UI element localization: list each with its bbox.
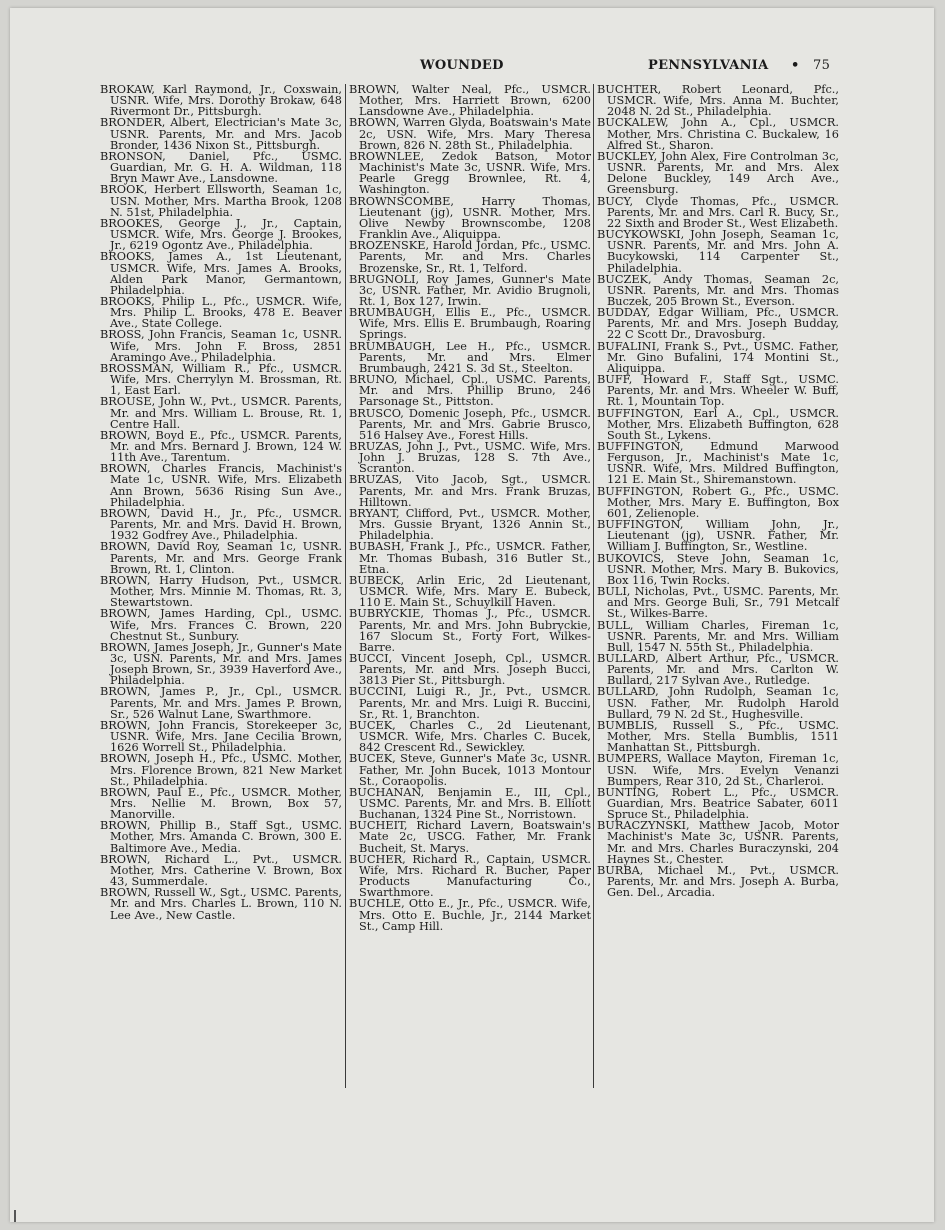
casualty-entry: BROWN, John Francis, Storekeeper 3c, USNR. Wife, Mrs. Jane Cecilia Brown, 1626 Worrell St., Philadelphia. [100, 718, 342, 755]
scan-mark [14, 1210, 16, 1222]
casualty-entry: BROSS, John Francis, Seaman 1c, USNR. Wife, Mrs. John F. Bross, 2851 Aramingo Ave., Philadelphia. [100, 328, 342, 364]
casualty-entry: BUCCI, Vincent Joseph, Cpl., USMCR. Parents, Mr. and Mrs. Joseph Bucci, 3813 Pier St., Pittsburgh. [349, 651, 591, 688]
casualty-entry: BROOKES, George J., Jr., Captain, USMCR. Wife, Mrs. George J. Brookes, Jr., 6219 Ogontz Ave., Philadelphia. [100, 216, 342, 253]
casualty-entry: BROOK, Herbert Ellsworth, Seaman 1c, USN. Mother, Mrs. Martha Brook, 1208 N. 51st, Philadelphia. [100, 183, 342, 219]
casualty-entry: BUCHEIT, Richard Lavern, Boatswain's Mate 2c, USCG. Father, Mr. Frank Bucheit, St. Marys. [349, 819, 591, 855]
casualty-entry: BROOKS, Philip L., Pfc., USMCR. Wife, Mrs. Philip L. Brooks, 478 E. Beaver Ave., State College. [100, 294, 342, 331]
casualty-entry: BUMPERS, Wallace Mayton, Fireman 1c, USN. Wife, Mrs. Evelyn Venanzi Bumpers, Rear 310, 2d St., Charleroi. [597, 752, 839, 788]
casualty-entry: BUCKLEY, John Alex, Fire Controlman 3c, USNR. Parents, Mr. and Mrs. Alex Delone Buckley, 149 Arch Ave., Greensburg. [597, 149, 839, 197]
casualty-entry: BUNTING, Robert L., Pfc., USMCR. Guardian, Mrs. Beatrice Sabater, 6011 Spruce St., Philadelphia. [597, 785, 839, 822]
casualty-entry: BUMBLIS, Russell S., Pfc., USMC. Mother, Mrs. Stella Bumblis, 1511 Manhattan St., Pittsburgh. [597, 718, 839, 755]
casualty-entry: BUCHER, Richard R., Captain, USMCR. Wife, Mrs. Richard R. Bucher, Paper Products Manufacturing Co., Swarthmore. [349, 852, 591, 900]
casualty-entry: BROKAW, Karl Raymond, Jr., Coxswain, USNR. Wife, Mrs. Dorothy Brokaw, 648 Rivermont Dr., Pittsburgh. [100, 83, 342, 119]
header-bullet: • [791, 58, 800, 73]
casualty-entry: BUKOVICS, Steve John, Seaman 1c, USNR. Mother, Mrs. Mary B. Bukovics, Box 116, Twin Rocks. [597, 551, 839, 587]
column-1 [100, 84, 342, 921]
casualty-entry: BULI, Nicholas, Pvt., USMC. Parents, Mr. and Mrs. George Buli, Sr., 791 Metcalf St., Wilkes-Barre. [597, 585, 839, 621]
casualty-entry: BROOKS, James A., 1st Lieutenant, USMCR. Wife, Mrs. James A. Brooks, Alden Park Manor, Germantown, Philadelphia. [100, 250, 342, 297]
casualty-entry: BROWN, Phillip B., Staff Sgt., USMC. Mother, Mrs. Amanda C. Brown, 300 E. Baltimore Ave., Media. [100, 819, 342, 855]
casualty-entry: BROZENSKE, Harold Jordan, Pfc., USMC. Parents, Mr. and Mrs. Charles Brozenske, Sr., Rt. 1, Telford. [349, 239, 591, 275]
column-3 [597, 84, 839, 898]
casualty-entry: BUCYKOWSKI, John Joseph, Seaman 1c, USNR. Parents, Mr. and Mrs. John A. Bucykowski, 114 Carpenter St., Philadelphia. [597, 228, 839, 275]
casualty-entry: BRUMBAUGH, Ellis E., Pfc., USMCR. Wife, Mrs. Ellis E. Brumbaugh, Roaring Springs. [349, 306, 591, 342]
casualty-entry: BUFF, Howard F., Staff Sgt., USMC. Parents, Mr. and Mrs. Wheeler W. Buff, Rt. 1, Mountain Top. [597, 373, 839, 409]
casualty-entry: BUFFINGTON, Robert G., Pfc., USMC. Mother, Mrs. Mary E. Buffington, Box 601, Zelienople. [597, 484, 839, 520]
casualty-entry: BURBA, Michael M., Pvt., USMCR. Parents, Mr. and Mrs. Joseph A. Burba, Gen. Del., Arcadia. [597, 863, 839, 900]
casualty-entry: BROWN, Harry Hudson, Pvt., USMCR. Mother, Mrs. Minnie M. Thomas, Rt. 3, Stewartstown. [100, 573, 342, 610]
casualty-entry: BROWN, David H., Jr., Pfc., USMCR. Parents, Mr. and Mrs. David H. Brown, 1932 Godfrey Ave., Philadelphia. [100, 506, 342, 543]
casualty-entry: BUFALINI, Frank S., Pvt., USMC. Father, Mr. Gino Bufalini, 174 Montini St., Aliquippa. [597, 339, 839, 375]
casualty-entry: BROWN, James P., Jr., Cpl., USMCR. Parents, Mr. and Mrs. James P. Brown, Sr., 526 Walnut Lane, Swarthmore. [100, 685, 342, 721]
casualty-entry: BURACZYNSKI, Matthew Jacob, Motor Machinist's Mate 3c, USNR. Parents, Mr. and Mrs. Charles Buraczynski, 204 Haynes St., Chester. [597, 819, 839, 866]
casualty-entry: BRONDER, Albert, Electrician's Mate 3c, USNR. Parents, Mr. and Mrs. Jacob Bronder, 1436 Nixon St., Pittsburgh. [100, 116, 342, 152]
casualty-entry: BUFFINGTON, William John, Jr., Lieutenant (jg), USNR. Father, Mr. William J. Buffington, Sr., Westline. [597, 518, 839, 554]
casualty-entry: BUCKALEW, John A., Cpl., USMCR. Mother, Mrs. Christina C. Buckalew, 16 Alfred St., Sharon. [597, 116, 839, 152]
section-title: WOUNDED [420, 58, 504, 73]
casualty-entry: BRUMBAUGH, Lee H., Pfc., USMCR. Parents, Mr. and Mrs. Elmer Brumbaugh, 2421 S. 3d St., Steelton. [349, 339, 591, 375]
casualty-entry: BRUZAS, Vito Jacob, Sgt., USMCR. Parents, Mr. and Mrs. Frank Bruzas, Hilltown. [349, 473, 591, 509]
casualty-entry: BUCHANAN, Benjamin E., III, Cpl., USMC. Parents, Mr. and Mrs. B. Elliott Buchanan, 1324 Pine St., Norristown. [349, 785, 591, 822]
casualty-entry: BROWN, Walter Neal, Pfc., USMCR. Mother, Mrs. Harriett Brown, 6200 Lansdowne Ave., Philadelphia. [349, 83, 591, 119]
column-divider-2 [593, 84, 594, 1088]
casualty-entry: BUCHLE, Otto E., Jr., Pfc., USMCR. Wife, Mrs. Otto E. Buchle, Jr., 2144 Market St., Camp Hill. [349, 897, 591, 933]
casualty-entry: BROWN, David Roy, Seaman 1c, USNR. Parents, Mr. and Mrs. George Frank Brown, Rt. 1, Clinton. [100, 540, 342, 576]
casualty-entry: BRONSON, Daniel, Pfc., USMC. Guardian, Mr. G. H. A. Wildman, 118 Bryn Mawr Ave., Lansdowne. [100, 149, 342, 186]
casualty-entry: BRUNO, Michael, Cpl., USMC. Parents, Mr. and Mrs. Phillip Bruno, 246 Parsonage St., Pittston. [349, 373, 591, 409]
casualty-entry: BROWN, Charles Francis, Machinist's Mate 1c, USNR. Wife, Mrs. Elizabeth Ann Brown, 5636 Rising Sun Ave., Philadelphia. [100, 462, 342, 509]
casualty-entry: BULLARD, John Rudolph, Seaman 1c, USN. Father, Mr. Rudolph Harold Bullard, 79 N. 2d St., Hughesville. [597, 685, 839, 721]
casualty-entry: BROWN, Warren Glyda, Boatswain's Mate 2c, USN. Wife, Mrs. Mary Theresa Brown, 826 N. 28th St., Philadelphia. [349, 116, 591, 152]
casualty-entry: BUCHTER, Robert Leonard, Pfc., USMCR. Wife, Mrs. Anna M. Buchter, 2048 N. 2d St., Philadelphia. [597, 83, 839, 119]
casualty-entry: BUCCINI, Luigi R., Jr., Pvt., USMCR. Parents, Mr. and Mrs. Luigi R. Buccini, Sr., Rt. 1, Branchton. [349, 685, 591, 721]
casualty-entry: BUCEK, Charles C., 2d Lieutenant, USMCR. Wife, Mrs. Charles C. Bucek, 842 Crescent Rd., Sewickley. [349, 718, 591, 755]
casualty-entry: BROUSE, John W., Pvt., USMCR. Parents, Mr. and Mrs. William L. Brouse, Rt. 1, Centre Hall. [100, 395, 342, 431]
casualty-entry: BRUZAS, John J., Pvt., USMC. Wife, Mrs. John J. Bruzas, 128 S. 7th Ave., Scranton. [349, 440, 591, 476]
casualty-entry: BROWN, Boyd E., Pfc., USMCR. Parents, Mr. and Mrs. Bernard J. Brown, 124 W. 11th Ave., Tarentum. [100, 428, 342, 465]
casualty-entry: BROWN, Paul E., Pfc., USMCR. Mother, Mrs. Nellie M. Brown, Box 57, Manorville. [100, 785, 342, 822]
casualty-entry: BROSSMAN, William R., Pfc., USMCR. Wife, Mrs. Cherrylyn M. Brossman, Rt. 1, East Earl. [100, 361, 342, 398]
casualty-entry: BROWN, James Joseph, Jr., Gunner's Mate 3c, USN. Parents, Mr. and Mrs. James Joseph Brown, Sr., 3939 Haverford Ave., Philadelphia. [100, 640, 342, 688]
casualty-entry: BUDDAY, Edgar William, Pfc., USMCR. Parents, Mr. and Mrs. Joseph Budday, 22 C Scott Dr., Dravosburg. [597, 306, 839, 342]
casualty-entry: BRUSCO, Domenic Joseph, Pfc., USMCR. Parents, Mr. and Mrs. Gabrie Brusco, 516 Halsey Ave., Forest Hills. [349, 406, 591, 442]
casualty-entry: BUBRYCKIE, Thomas J., Pfc., USMCR. Parents, Mr. and Mrs. John Bubryckie, 167 Slocum St., Forty Fort, Wilkes-Barre. [349, 607, 591, 654]
casualty-entry: BUBASH, Frank J., Pfc., USMCR. Father, Mr. Thomas Bubash, 316 Butler St., Etna. [349, 540, 591, 576]
state-title: PENNSYLVANIA [648, 58, 769, 73]
casualty-entry: BRYANT, Clifford, Pvt., USMCR. Mother, Mrs. Gussie Bryant, 1326 Annin St., Philadelphia. [349, 506, 591, 543]
column-divider-1 [345, 84, 346, 1088]
casualty-entry: BROWN, James Harding, Cpl., USMC. Wife, Mrs. Frances C. Brown, 220 Chestnut St., Sunbury. [100, 607, 342, 643]
casualty-entry: BUFFINGTON, Earl A., Cpl., USMCR. Mother, Mrs. Elizabeth Buffington, 628 South St., Lykens. [597, 406, 839, 442]
casualty-entry: BUCY, Clyde Thomas, Pfc., USMCR. Parents, Mr. and Mrs. Carl R. Bucy, Sr., 22 Sixth and Broder St., West Elizabeth. [597, 194, 839, 230]
casualty-entry: BROWNSCOMBE, Harry Thomas, Lieutenant (jg), USNR. Mother, Mrs. Olive Newby Brownscombe, 1208 Franklin Ave., Aliquippa. [349, 194, 591, 242]
page-number: 75 [813, 58, 831, 73]
casualty-entry: BUCEK, Steve, Gunner's Mate 3c, USNR. Father, Mr. John Bucek, 1013 Montour St., Coraopolis. [349, 752, 591, 788]
casualty-entry: BROWN, Joseph H., Pfc., USMC. Mother, Mrs. Florence Brown, 821 New Market St., Philadelphia. [100, 752, 342, 788]
casualty-entry: BRUGNOLI, Roy James, Gunner's Mate 3c, USNR. Father, Mr. Avidio Brugnoli, Rt. 1, Box 127, Irwin. [349, 272, 591, 308]
casualty-entry: BUBECK, Arlin Eric, 2d Lieutenant, USMCR. Wife, Mrs. Mary E. Bubeck, 110 E. Main St., Schuylkill Haven. [349, 573, 591, 610]
casualty-entry: BROWN, Richard L., Pvt., USMCR. Mother, Mrs. Catherine V. Brown, Box 43, Summerdale. [100, 852, 342, 889]
casualty-entry: BULLARD, Albert Arthur, Pfc., USMCR. Parents, Mr. and Mrs. Carlton W. Bullard, 217 Sylvan Ave., Rutledge. [597, 651, 839, 688]
page-header [0, 58, 945, 78]
column-2 [349, 84, 591, 932]
casualty-entry: BUCZEK, Andy Thomas, Seaman 2c, USNR. Parents, Mr. and Mrs. Thomas Buczek, 205 Brown St., Everson. [597, 272, 839, 308]
casualty-entry: BROWNLEE, Zedok Batson, Motor Machinist's Mate 3c, USNR. Wife, Mrs. Pearle Gregg Brownlee, Rt. 4, Washington. [349, 149, 591, 197]
casualty-entry: BULL, William Charles, Fireman 1c, USNR. Parents, Mr. and Mrs. William Bull, 1547 N. 55th St., Philadelphia. [597, 618, 839, 654]
casualty-entry: BROWN, Russell W., Sgt., USMC. Parents, Mr. and Mrs. Charles L. Brown, 110 N. Lee Ave., New Castle. [100, 886, 342, 922]
casualty-entry: BUFFINGTON, Edmund Marwood Ferguson, Jr., Machinist's Mate 1c, USNR. Wife, Mrs. Mildred Buffington, 121 E. Main St., Shiremanstown. [597, 440, 839, 487]
